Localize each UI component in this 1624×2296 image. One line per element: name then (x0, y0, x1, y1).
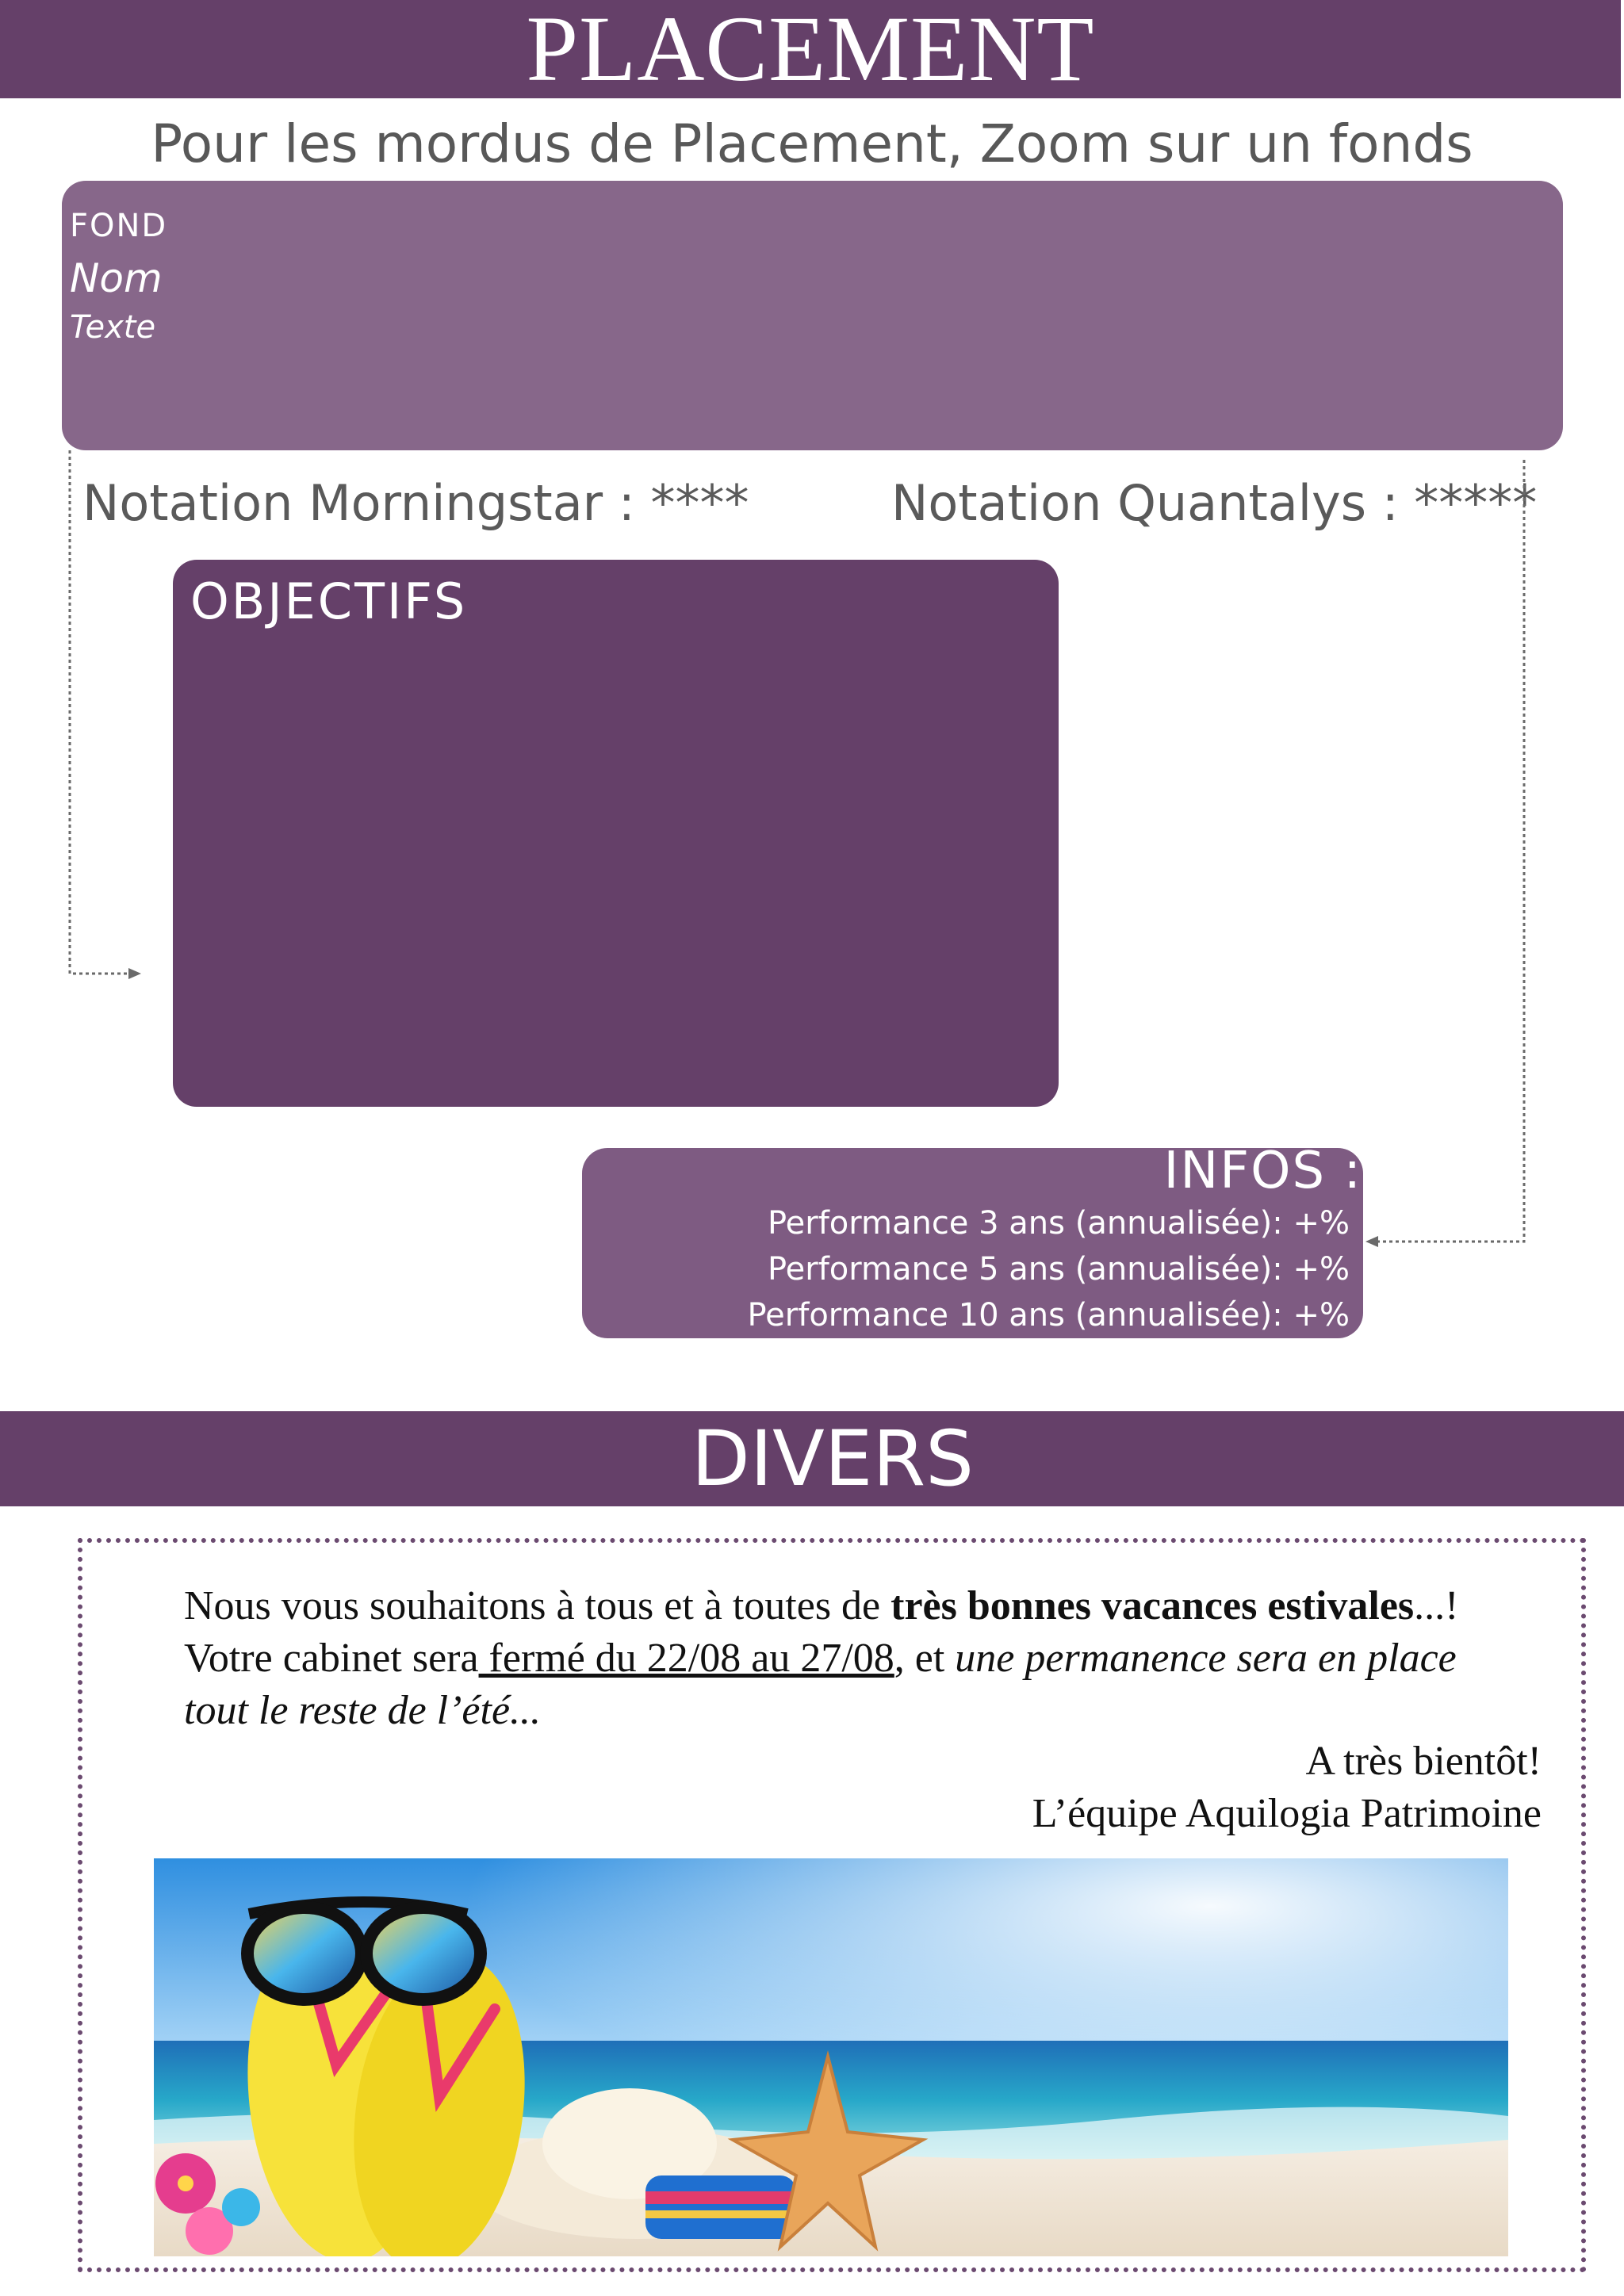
permanence-message-line (184, 1687, 541, 1734)
rating-quantalys: Notation Quantalys : ***** (891, 474, 1538, 532)
closure-dates: fermé du 22/08 au 27/08 (478, 1636, 894, 1681)
signoff-greeting: A très bientôt! (1305, 1739, 1542, 1784)
performance-10-years: Performance 10 ans (annualisée): +% (747, 1297, 1350, 1334)
beach-towel-icon (645, 2175, 796, 2239)
infos-title: INFOS : (1163, 1142, 1362, 1200)
vacation-message-ellipsis: ...! (1414, 1583, 1459, 1628)
rating-morningstar: Notation Morningstar : **** (82, 474, 749, 532)
closure-message-connector: , et (894, 1636, 956, 1681)
signoff-team: L’équipe Aquilogia Patrimoine (1032, 1791, 1542, 1836)
beach-illustration (154, 1858, 1508, 2256)
divers-title: DIVERS (691, 1414, 975, 1503)
placement-subtitle: Pour les mordus de Placement, Zoom sur un fonds (151, 113, 1473, 174)
fund-name: Nom (70, 255, 163, 301)
objectifs-title: OBJECTIFS (190, 572, 468, 630)
permanence-text-cont: tout le reste de l’été... (184, 1688, 542, 1733)
objectifs-box (173, 560, 1059, 1107)
permanence-text: une permanence sera en place (955, 1636, 1457, 1681)
performance-5-years: Performance 5 ans (annualisée): +% (767, 1251, 1350, 1288)
fund-box (62, 181, 1563, 450)
closure-message-line (184, 1635, 1457, 1682)
fund-label: FOND (70, 208, 168, 244)
fund-text: Texte (70, 309, 156, 346)
performance-3-years: Performance 3 ans (annualisée): +% (767, 1205, 1350, 1242)
vacation-message-line1 (184, 1582, 1459, 1629)
beach-photo (154, 1858, 1508, 2256)
vacation-message-text: Nous vous souhaitons à tous et à toutes de (184, 1583, 891, 1628)
placement-title: PLACEMENT (526, 0, 1095, 101)
closure-message-text: Votre cabinet sera (184, 1636, 479, 1681)
right-connector-arrow (1365, 460, 1524, 1247)
vacation-message-bold: très bonnes vacances estivales (891, 1583, 1415, 1628)
